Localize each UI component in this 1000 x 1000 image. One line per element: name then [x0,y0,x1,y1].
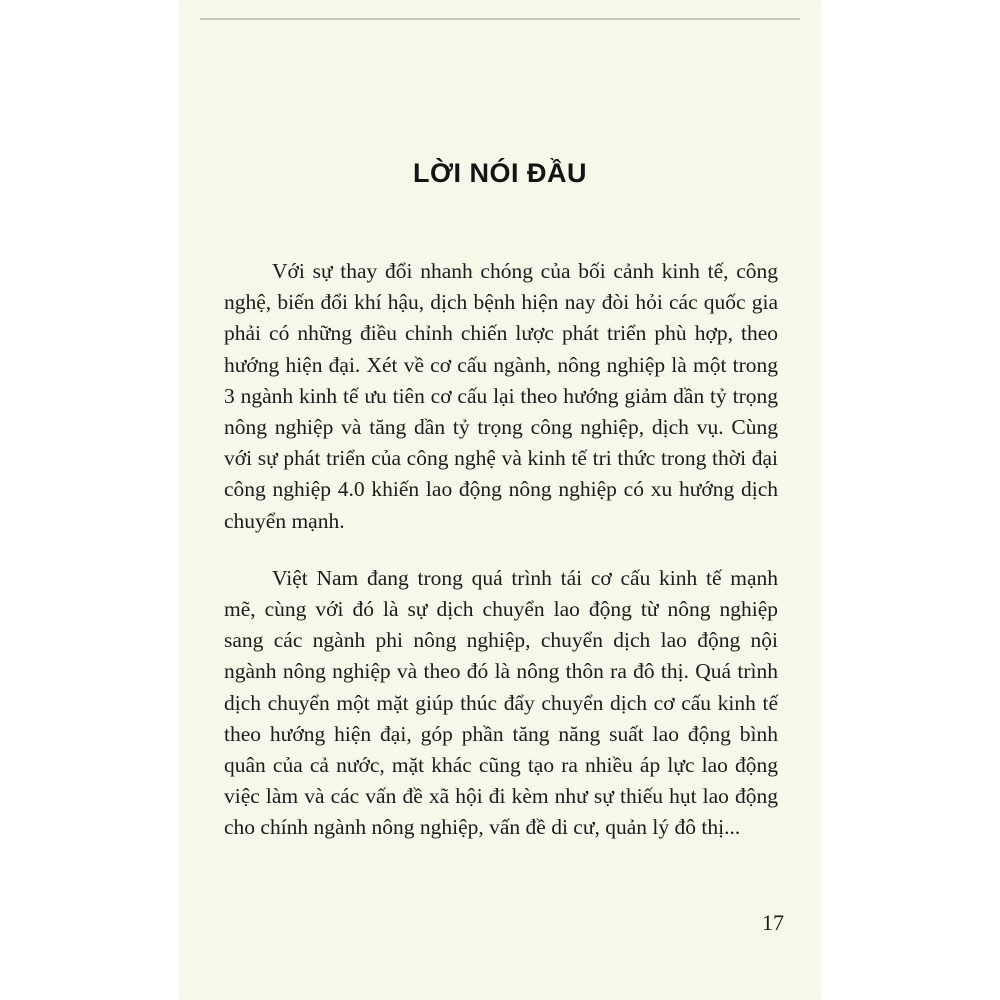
paragraph-2: Việt Nam đang trong quá trình tái cơ cấu kinh tế mạnh mẽ, cùng với đó là sự dịch chuyển lao động từ nông nghiệp sang các ngành phi nông nghiệp, chuyển dịch lao động nội ngành nông nghiệp và theo đó là nông thôn ra đô thị. Quá trình dịch chuyển một mặt giúp thúc đẩy chuyển dịch cơ cấu kinh tế theo hướng hiện đại, góp phần tăng năng suất lao động bình quân của cả nước, mặt khác cũng tạo ra nhiều áp lực lao động việc làm và các vấn đề xã hội đi kèm như sự thiếu hụt lao động cho chính ngành nông nghiệp, vấn đề di cư, quản lý đô thị... [224,565,778,840]
book-page [180,0,820,1000]
page-number: 17 [762,910,784,935]
body-text [224,256,778,844]
paragraph-1: Với sự thay đổi nhanh chóng của bối cảnh kinh tế, công nghệ, biến đổi khí hậu, dịch bệnh hiện nay đòi hỏi các quốc gia phải có những điều chỉnh chiến lược phát triển phù hợp, theo hướng hiện đại. Xét về cơ cấu ngành, nông nghiệp là một trong 3 ngành kinh tế ưu tiên cơ cấu lại theo hướng giảm dần tỷ trọng nông nghiệp và tăng dần tỷ trọng công nghiệp, dịch vụ. Cùng với sự phát triển của công nghệ và kinh tế tri thức trong thời đại công nghiệp 4.0 khiến lao động nông nghiệp có xu hướng dịch chuyển mạnh. [224,259,778,533]
top-divider [200,18,800,20]
page-heading: LỜI NÓI ĐẦU [412,158,588,188]
